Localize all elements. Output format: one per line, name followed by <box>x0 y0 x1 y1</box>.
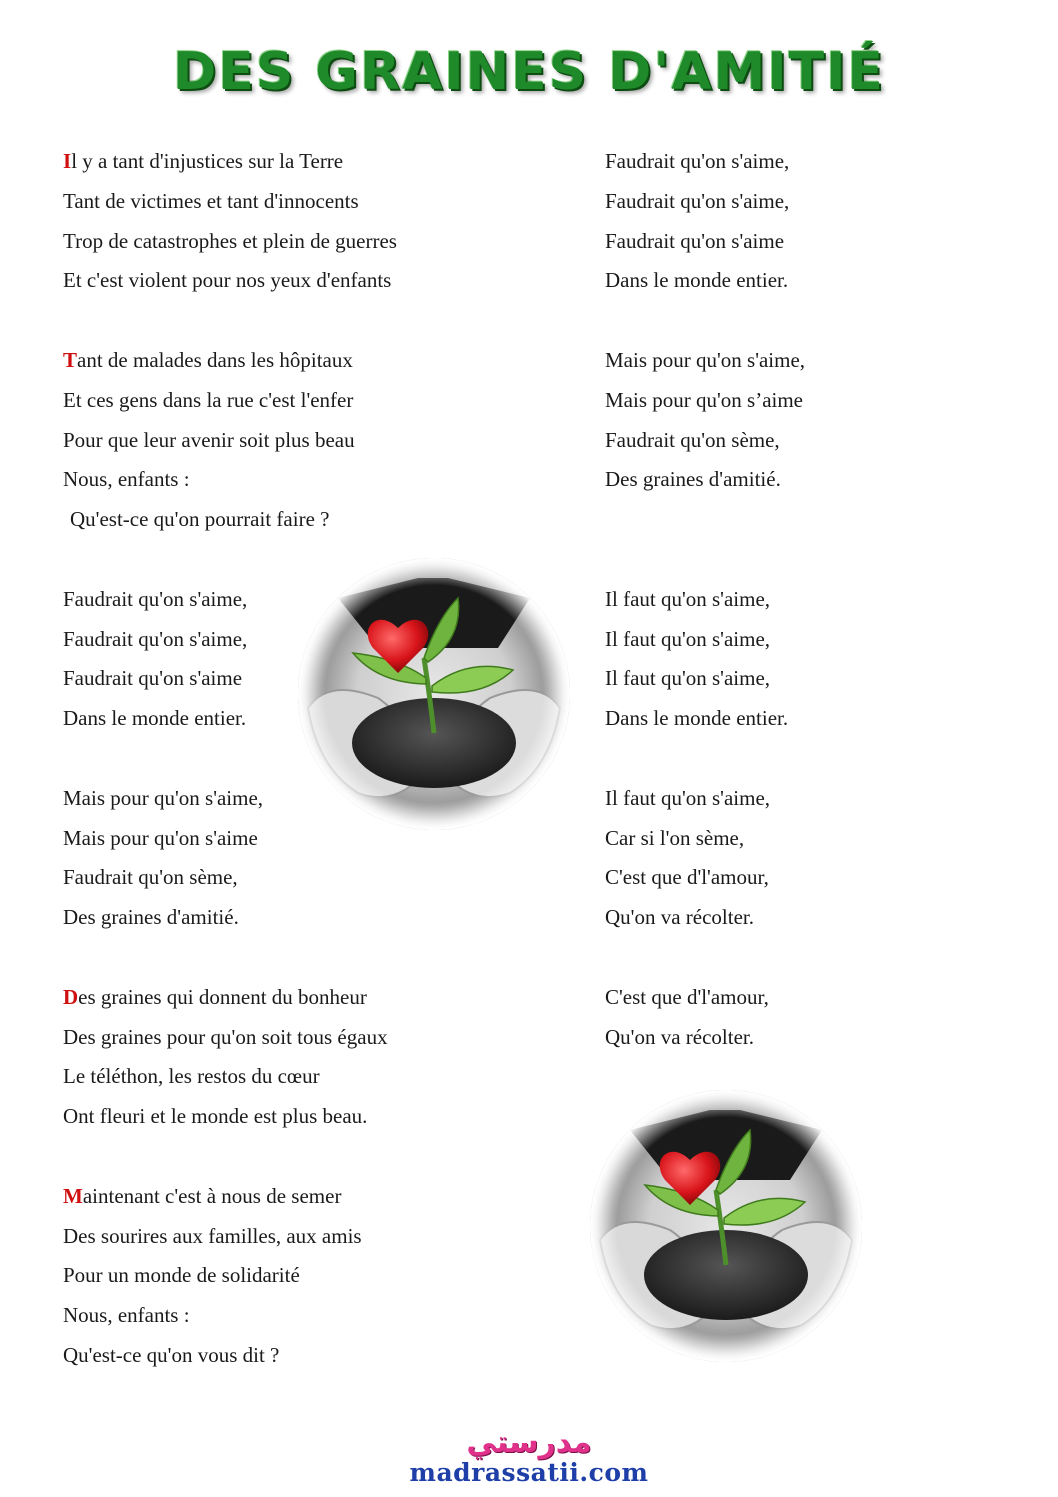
poem-line: Il faut qu'on s'aime, <box>605 586 771 611</box>
poem-line: Tant de victimes et tant d'innocents <box>63 188 359 213</box>
poem-line: Faudrait qu'on s'aime <box>63 666 243 691</box>
poem-line: Des graines qui donnent du bonheur <box>63 984 367 1009</box>
poem-line: Maintenant c'est à nous de semer <box>63 1183 342 1208</box>
drop-capital: D <box>63 984 79 1009</box>
stanza <box>605 142 1025 301</box>
heart-seedling-in-hands-icon <box>590 1090 862 1362</box>
poem-line: Faudrait qu'on s'aime, <box>63 586 248 611</box>
poem-line: Mais pour qu'on s'aime <box>63 825 258 850</box>
stanza <box>63 978 543 1137</box>
poem-line: Mais pour qu'on s'aime, <box>63 785 264 810</box>
poem-line: Des graines pour qu'on soit tous égaux <box>63 1024 388 1049</box>
drop-capital: I <box>63 149 72 173</box>
poem-line: Nous, enfants : <box>63 1303 190 1328</box>
poem-line: Faudrait qu'on s'aime <box>605 228 785 253</box>
poem-line: Faudrait qu'on sème, <box>63 865 238 890</box>
poem-line: C'est que d'l'amour, <box>605 984 769 1009</box>
poem-line: Tant de malades dans les hôpitaux <box>63 347 353 372</box>
poem-line: Faudrait qu'on s'aime, <box>605 149 790 173</box>
poem-line: Trop de catastrophes et plein de guerres <box>63 228 397 253</box>
poem-right-column <box>605 142 1025 1097</box>
poem-line: Dans le monde entier. <box>63 706 247 731</box>
poem-line: Pour un monde de solidarité <box>63 1263 300 1288</box>
poem-line: Mais pour qu'on s’aime <box>605 387 804 412</box>
poem-line: Faudrait qu'on s'aime, <box>63 626 248 651</box>
footer-website-link[interactable]: madrassatii.com <box>409 1458 649 1487</box>
poem-line: Qu'est-ce qu'on pourrait faire ? <box>70 507 330 532</box>
poem-line: Dans le monde entier. <box>605 268 789 293</box>
poem-line: Qu'est-ce qu'on vous dit ? <box>63 1342 280 1367</box>
page-title: DES GRAINES D'AMITIÉ <box>173 42 885 102</box>
poem-line: Et ces gens dans la rue c'est l'enfer <box>63 387 354 412</box>
stanza <box>63 1177 543 1376</box>
heart-seedling-in-hands-icon <box>298 558 570 830</box>
poem-line: Qu'on va récolter. <box>605 905 754 930</box>
drop-capital: M <box>63 1183 83 1208</box>
stanza <box>605 341 1025 500</box>
poem-line: Des graines d'amitié. <box>605 467 781 492</box>
stanza <box>605 978 1025 1058</box>
poem-line: Nous, enfants : <box>63 467 190 492</box>
poem-line: Il faut qu'on s'aime, <box>605 666 771 691</box>
poem-line: C'est que d'l'amour, <box>605 865 769 890</box>
poem-line: Des graines d'amitié. <box>63 905 239 930</box>
stanza <box>605 779 1025 938</box>
footer-logo-arabic: مدرستي <box>466 1425 592 1460</box>
poem-line: Il y a tant d'injustices sur la Terre <box>63 149 344 173</box>
poem-line: Qu'on va récolter. <box>605 1024 754 1049</box>
poem-line: Ont fleuri et le monde est plus beau. <box>63 1104 368 1129</box>
stanza <box>63 341 543 540</box>
poem-line: Dans le monde entier. <box>605 706 789 731</box>
poem-line: Car si l'on sème, <box>605 825 745 850</box>
poem-line: Faudrait qu'on s'aime, <box>605 188 790 213</box>
poem-line: Il faut qu'on s'aime, <box>605 626 771 651</box>
poem-line: Pour que leur avenir soit plus beau <box>63 427 355 452</box>
poem-line: Faudrait qu'on sème, <box>605 427 780 452</box>
poem-line: Mais pour qu'on s'aime, <box>605 347 806 372</box>
drop-capital: T <box>63 347 78 372</box>
stanza <box>63 142 543 301</box>
stanza <box>605 580 1025 739</box>
poem-line: Des sourires aux familles, aux amis <box>63 1223 362 1248</box>
poem-line: Le téléthon, les restos du cœur <box>63 1064 320 1089</box>
poem-line: Et c'est violent pour nos yeux d'enfants <box>63 268 392 293</box>
poem-line: Il faut qu'on s'aime, <box>605 785 771 810</box>
